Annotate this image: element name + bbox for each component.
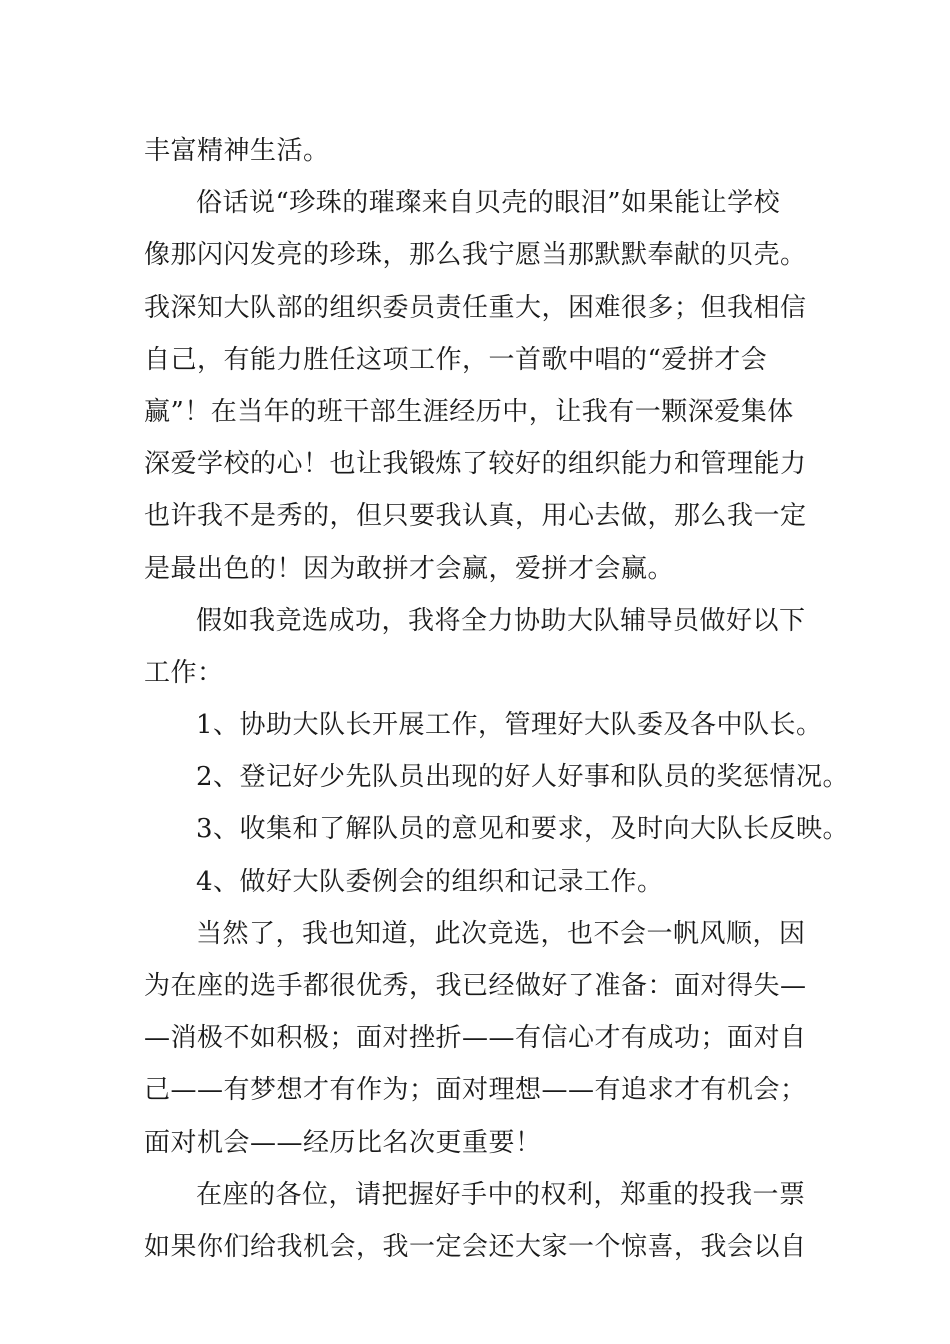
text-line: 工作： — [144, 657, 224, 688]
text-line: 深爱学校的心！也让我锻炼了较好的组织能力和管理能力 — [144, 449, 807, 480]
text-line: 3、收集和了解队员的意见和要求，及时向大队长反映。 — [196, 814, 850, 845]
text-line: 我深知大队部的组织委员责任重大，困难很多；但我相信 — [144, 292, 807, 323]
text-line: 丰富精神生活。 — [144, 136, 330, 166]
text-line: 也许我不是秀的，但只要我认真，用心去做，那么我一定 — [144, 501, 807, 532]
text-line: 如果你们给我机会，我一定会还大家一个惊喜，我会以自 — [144, 1231, 807, 1262]
text-line: 己——有梦想才有作为；面对理想——有追求才有机会； — [144, 1075, 807, 1106]
text-line: 在座的各位，请把握好手中的权利，郑重的投我一票 — [196, 1179, 806, 1210]
text-line: 2、登记好少先队员出现的好人好事和队员的奖惩情况。 — [196, 762, 850, 793]
text-line: 是最出色的！因为敢拼才会赢，爱拼才会赢。 — [144, 553, 675, 584]
text-line: 面对机会——经历比名次更重要！ — [144, 1127, 542, 1158]
text-line: 1、协助大队长开展工作，管理好大队委及各中队长。 — [196, 710, 823, 741]
text-line: 当然了，我也知道，此次竞选，也不会一帆风顺，因 — [196, 918, 806, 949]
text-line: 为在座的选手都很优秀，我已经做好了准备：面对得失— — [144, 971, 807, 1001]
document-body — [144, 125, 850, 1273]
text-line: 假如我竞选成功，我将全力协助大队辅导员做好以下 — [196, 605, 806, 636]
text-line: —消极不如积极；面对挫折——有信心才有成功；面对自 — [144, 1023, 807, 1054]
text-line: 赢”！在当年的班干部生涯经历中，让我有一颗深爱集体 — [144, 396, 794, 427]
text-line: 像那闪闪发亮的珍珠，那么我宁愿当那默默奉献的贝壳。 — [144, 240, 807, 271]
text-line: 自己，有能力胜任这项工作，一首歌中唱的“爱拼才会 — [144, 344, 768, 375]
text-line: 俗话说“珍珠的璀璨来自贝壳的眼泪”如果能让学校 — [196, 188, 781, 219]
text-line: 4、做好大队委例会的组织和记录工作。 — [196, 866, 664, 897]
